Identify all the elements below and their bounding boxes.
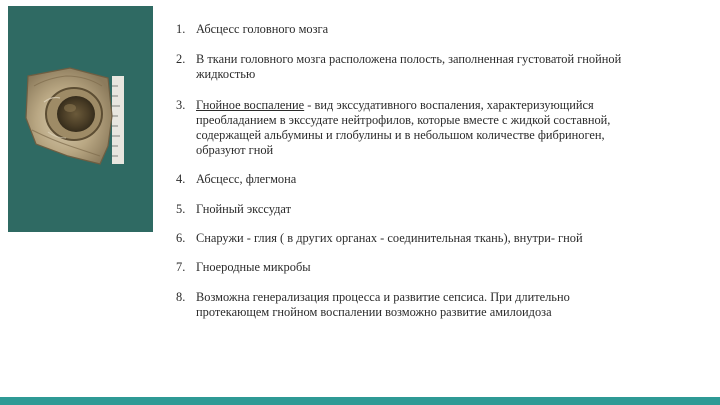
list-item — [176, 290, 706, 320]
item-number: 6. — [176, 231, 186, 245]
list-item — [176, 172, 706, 187]
item-number: 2. — [176, 52, 186, 66]
list-item — [176, 22, 706, 37]
purulent-inflammation-term: Гнойное воспаление — [196, 98, 305, 112]
item-text: Гнойный экссудат — [196, 202, 292, 216]
list-item — [176, 231, 706, 246]
item-text: Гноеродные микробы — [196, 260, 311, 274]
list-item — [176, 98, 706, 158]
item-text: Абсцесс, флегмона — [196, 172, 297, 186]
item-text: Снаружи - глия ( в других органах - соединительная ткань), внутри- гной — [196, 231, 583, 245]
bottom-accent-bar — [0, 397, 720, 405]
list-item — [176, 202, 706, 217]
specimen-photo — [8, 6, 153, 232]
item-number: 7. — [176, 260, 186, 274]
item-number: 4. — [176, 172, 186, 186]
item-number: 5. — [176, 202, 186, 216]
abscess-cavity — [57, 96, 95, 132]
item-number: 3. — [176, 98, 186, 112]
list-item — [176, 260, 706, 275]
item-definition: - вид экссудативного воспаления, характеризующийся преобладанием в экссудате нейтрофилов, которые вместе с жидкой составной, содержащей альбумины и глобулины и в небольшом количестве фибриноген, образуют гной — [196, 98, 611, 157]
item-text: Абсцесс головного мозга — [196, 22, 329, 36]
item-text: В ткани головного мозга расположена полость, заполненная густоватой гнойной жидкостью — [196, 52, 622, 81]
item-number: 8. — [176, 290, 186, 304]
list-item — [176, 52, 706, 82]
brain-abscess-specimen-illustration — [8, 6, 153, 232]
ruler — [112, 76, 124, 164]
item-text-with-term — [196, 98, 706, 158]
item-text: Возможна генерализация процесса и развитие сепсиса. При длительно протекающем гнойном воспалении возможно развитие амилоидоза — [196, 290, 570, 319]
item-number: 1. — [176, 22, 186, 36]
